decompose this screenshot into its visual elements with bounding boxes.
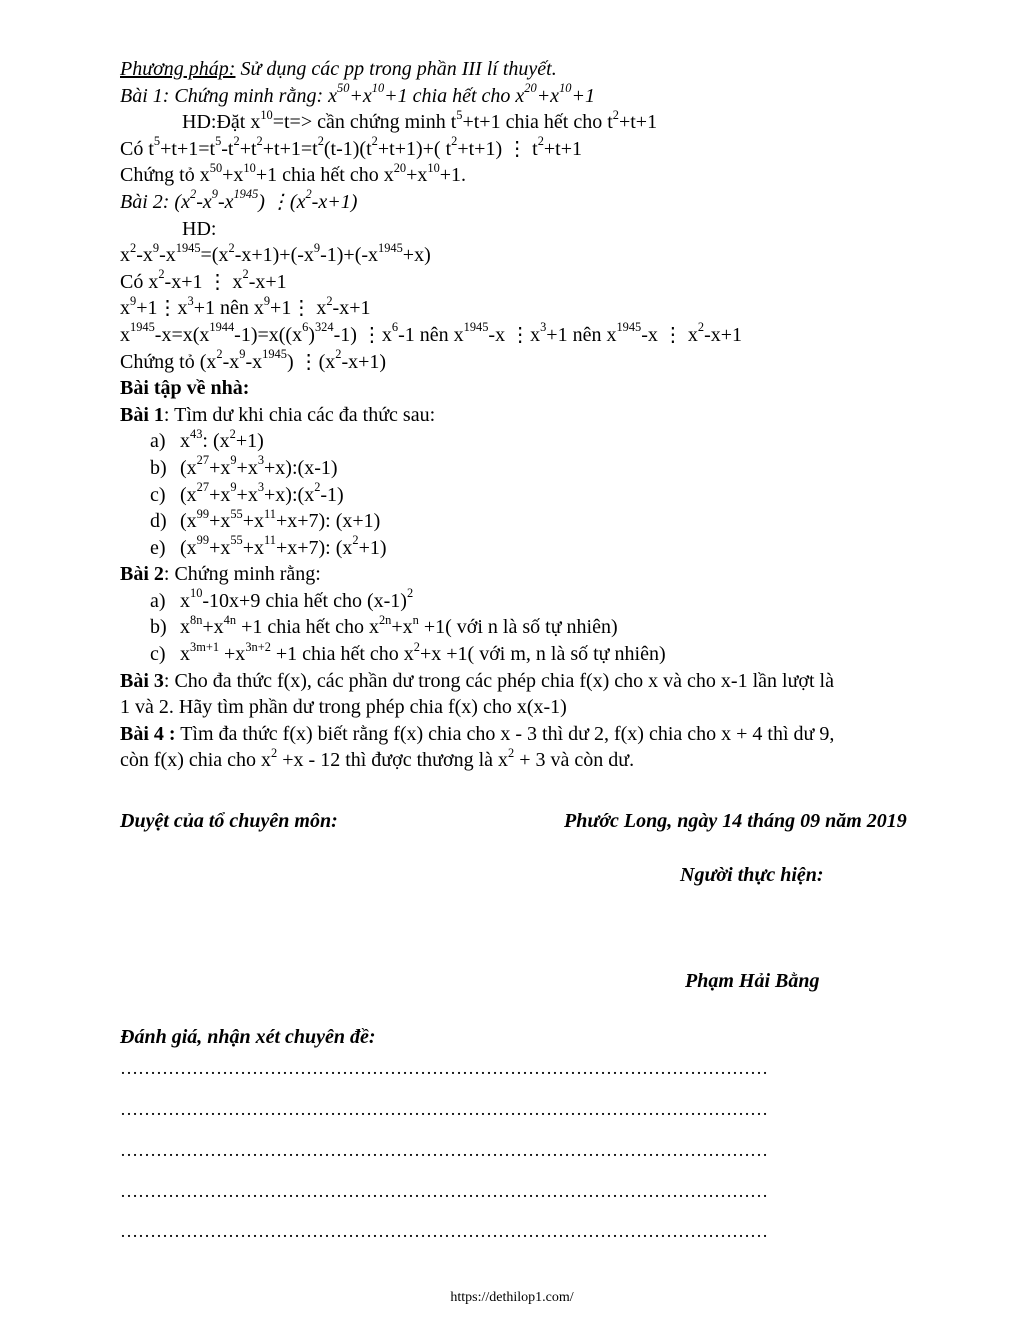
ex2-line4: $x^{1945}-x=x(x^{1944}-1)=x((x^6)^{324}-1)$ $⋮x^6-1$ nên $x^{1945}-x$ $⋮x^3+1$ nên $x^{1945}-x$ ⋮ $x^2-x+1$ [120,320,743,346]
ex1-conclusion: Chứng tỏ $x^{50}+x^{10}+1$ chia hết cho $x^{20}+x^{10}+1$. [120,160,467,187]
dotted-line: ……………………………………………………………………………………………… [120,1058,768,1078]
signer-name: Phạm Hải Bằng [685,970,820,992]
hw-ex1-item-d: d) $(x^{99}+x^{55}+x^{11}+x+7)$: (x+1) [150,506,381,533]
ex2-conclusion: Chứng tỏ $(x^2-x^9-x^{1945})$ $⋮(x^2-x+1)$ [120,347,387,373]
ex2-line3: $x^9+1⋮x^3+1$ nên $x^9+1⋮$ $x^2-x+1$ [120,293,371,320]
hw-ex1-item-e: e) $(x^{99}+x^{55}+x^{11}+x+7)$: $(x^2+1)$ [150,533,387,559]
hw-ex1-title: Bài 1: Tìm dư khi chia các đa thức sau: [120,403,436,426]
place-date: Phước Long, ngày 14 tháng 09 năm 2019 [564,810,907,832]
hw-ex2-item-c: c) $x^{3m+1} +x^{3n+2} +1$ chia hết cho $x^2+x +1$( với m, n là số tự nhiên) [150,639,666,666]
hw-ex2-item-b: b) $x^{8n}+x^{4n} +1$ chia hết cho $x^{2n}+x^n +1$( với n là số tự nhiên) [150,612,618,639]
approval-label: Duyệt của tổ chuyên môn: [120,810,338,832]
signature-row [120,810,980,833]
hw-ex3-line1: Bài 3: Cho đa thức f(x), các phần dư trong các phép chia f(x) cho x và cho x-1 lần lượt là [120,669,834,692]
ex1-title: Bài 1: Chứng minh rằng: $x^{50}+x^{10}+1$ chia hết cho $x^{20}+x^{10}+1$ [120,81,595,107]
ex2-line1: $x^2-x^9-x^{1945}=(x^2-x+1)+(-x^9-1)+(-x^{1945}+x)$ [120,240,431,267]
evaluation-label: Đánh giá, nhận xét chuyên đề: [120,1026,376,1048]
hw-ex2-item-a: a) $x^{10}-10x+9$ chia hết cho $(x-1)^2$ [150,586,414,612]
hw-ex4-line1: Bài 4 : Tìm đa thức f(x) biết rằng f(x) chia cho x - 3 thì dư 2, f(x) chia cho x + 4 thì dư 9, [120,722,835,745]
hw-ex4-line2: còn f(x) chia cho $x^2 +x - 12$ thì được thương là $x^2 + 3$ và còn dư. [120,745,635,772]
dotted-line: ……………………………………………………………………………………………… [120,1181,768,1201]
method-line: Phương pháp: Sử dụng các pp trong phần III lí thuyết. [120,58,557,80]
hw-ex3-line2: 1 và 2. Hãy tìm phần dư trong phép chia f(x) cho x(x-1) [120,696,567,719]
ex2-line2: Có $x^2-x+1$ ⋮ $x^2-x+1$ [120,267,287,293]
document-body [120,56,970,774]
hw-ex1-item-c: c) $(x^{27}+x^9+x^3+x):(x^2-1)$ [150,479,344,506]
dotted-line: ……………………………………………………………………………………………… [120,1140,768,1160]
hw-ex1-item-a: a) $x^{43}$: $(x^2+1)$ [150,426,264,453]
dotted-line: ……………………………………………………………………………………………… [120,1099,768,1119]
ex1-proof: Có $t^5+t+1=t^5-t^2+t^2+t+1=t^2(t-1)(t^2+t+1)+$( $t^2+t+1$) ⋮ $t^2+t+1$ [120,134,583,160]
ex2-hint: HD: [182,217,217,240]
hw-ex2-title: Bài 2: Chứng minh rằng: [120,563,321,586]
performer-label: Người thực hiện: [680,864,824,886]
footer-url[interactable]: https://dethilop1.com/ [450,1290,574,1305]
ex2-title: Bài 2: $(x^2-x^9-x^{1945})$ $⋮(x^2-x+1)$ [120,187,358,213]
dotted-line: ……………………………………………………………………………………………… [120,1221,768,1241]
homework-title: Bài tập về nhà: [120,377,250,400]
ex1-hint: HD:Đặt $x^{10}=t=>$ cần chứng minh $t^5+t+1$ chia hết cho $t^2+t+1$ [182,107,658,134]
hw-ex1-item-b: b) $(x^{27}+x^9+x^3+x):(x-1)$ [150,453,338,479]
